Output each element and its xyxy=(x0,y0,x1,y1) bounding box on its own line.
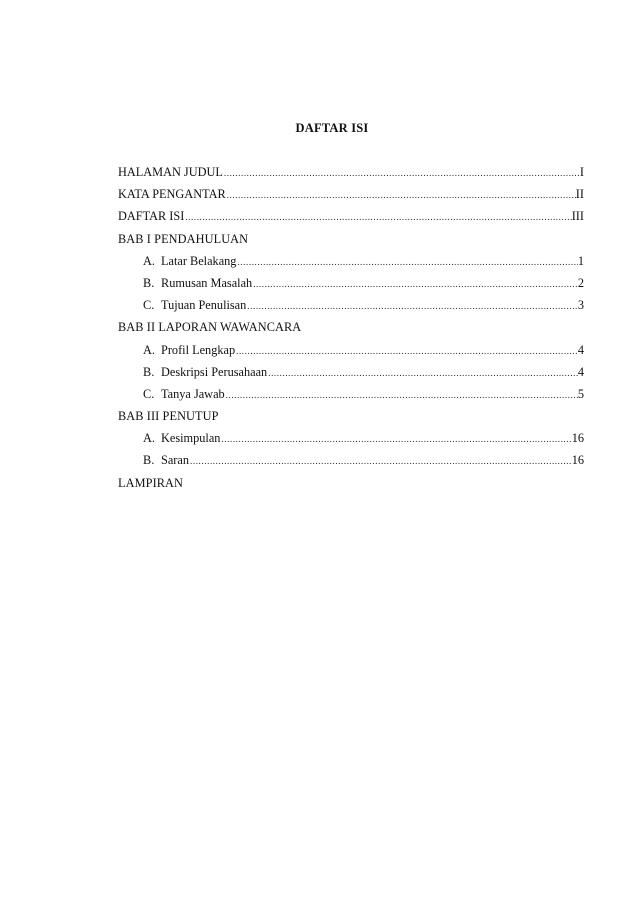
toc-page-number: 3 xyxy=(577,298,584,313)
toc-page-number: III xyxy=(571,209,584,224)
toc-entry-label: KATA PENGANTAR xyxy=(118,187,226,202)
toc-page-number: 5 xyxy=(577,386,584,401)
toc-page-number: 4 xyxy=(577,364,584,379)
toc-page-number: 1 xyxy=(577,253,584,268)
dot-leader xyxy=(236,251,577,273)
toc-subentry xyxy=(118,250,584,272)
toc-entry-kata-pengantar xyxy=(118,183,584,205)
toc-subentry-label xyxy=(143,272,252,294)
list-marker: A. xyxy=(143,253,155,268)
subentry-text: Latar Belakang xyxy=(161,253,237,268)
toc-subentry-label xyxy=(143,449,189,471)
subentry-text: Tujuan Penulisan xyxy=(161,298,247,313)
toc-chapter-heading-bab3 xyxy=(118,405,584,427)
toc-page-number: I xyxy=(579,165,584,179)
subentry-text: Rumusan Masalah xyxy=(161,275,253,290)
toc-page-number: 4 xyxy=(577,342,584,357)
chapter-heading-label: BAB I PENDAHULUAN xyxy=(118,231,249,246)
table-of-contents xyxy=(118,161,584,494)
dot-leader xyxy=(267,362,578,384)
dot-leader xyxy=(220,428,571,450)
toc-subentry xyxy=(118,272,584,294)
dot-leader xyxy=(223,162,580,184)
toc-page-number: 16 xyxy=(571,453,584,468)
dot-leader xyxy=(235,340,578,362)
toc-subentry xyxy=(118,294,584,316)
dot-leader xyxy=(225,384,578,406)
dot-leader xyxy=(189,450,572,472)
toc-subentry-label xyxy=(143,250,236,272)
chapter-heading-label: BAB II LAPORAN WAWANCARA xyxy=(118,320,302,335)
toc-subentry-label xyxy=(143,361,267,383)
chapter-heading-label: BAB III PENUTUP xyxy=(118,409,219,424)
toc-subentry xyxy=(118,427,584,449)
toc-subentry xyxy=(118,361,584,383)
dot-leader xyxy=(246,295,578,317)
list-marker: A. xyxy=(143,342,155,357)
toc-chapter-heading-bab2 xyxy=(118,316,584,338)
list-marker: B. xyxy=(143,364,155,379)
toc-page-number: II xyxy=(575,187,584,202)
toc-entry-label: DAFTAR ISI xyxy=(118,209,185,224)
subentry-text: Kesimpulan xyxy=(161,431,221,446)
list-marker: B. xyxy=(143,275,155,290)
toc-subentry xyxy=(118,339,584,361)
toc-entry-daftar-isi xyxy=(118,205,584,227)
toc-page-number: 16 xyxy=(571,431,584,446)
list-marker: A. xyxy=(143,431,155,446)
toc-subentry-label xyxy=(143,383,225,405)
subentry-text: Tanya Jawab xyxy=(161,386,225,401)
toc-entry-label: HALAMAN JUDUL xyxy=(118,165,223,179)
subentry-text: Deskripsi Perusahaan xyxy=(161,364,268,379)
toc-subentry-label xyxy=(143,427,220,449)
toc-entry-label: LAMPIRAN xyxy=(118,475,184,490)
toc-subentry-label xyxy=(143,294,246,316)
toc-subentry xyxy=(118,449,584,471)
toc-page-number: 2 xyxy=(577,275,584,290)
page-title: DAFTAR ISI xyxy=(295,121,369,135)
toc-entry-halaman-judul xyxy=(118,161,584,183)
subentry-text: Saran xyxy=(161,453,189,468)
list-marker: C. xyxy=(143,298,155,313)
dot-leader xyxy=(226,184,576,206)
toc-chapter-heading-bab1 xyxy=(118,228,584,250)
toc-subentry xyxy=(118,383,584,405)
list-marker: B. xyxy=(143,453,155,468)
toc-subentry-label xyxy=(143,339,235,361)
toc-entry-lampiran xyxy=(118,472,584,494)
subentry-text: Profil Lengkap xyxy=(161,342,236,357)
list-marker: C. xyxy=(143,386,155,401)
dot-leader xyxy=(184,206,571,228)
dot-leader xyxy=(252,273,578,295)
